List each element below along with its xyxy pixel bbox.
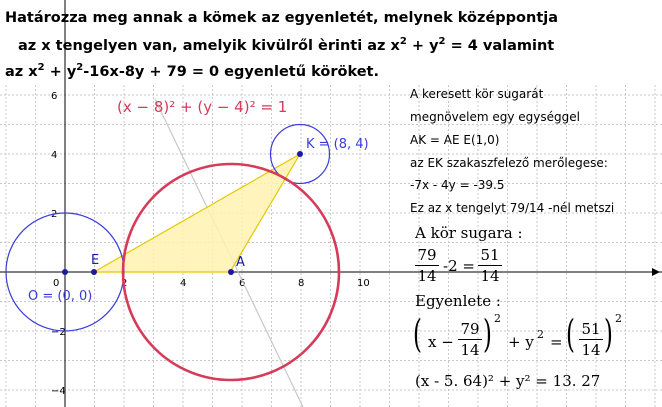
frac2-numerator: 51 bbox=[480, 246, 500, 264]
y-tick-label: 2 bbox=[51, 209, 58, 220]
title-line-2b: + y bbox=[406, 37, 439, 54]
point-o bbox=[62, 269, 68, 275]
note-2: megnövelem egy egységgel bbox=[410, 110, 580, 124]
paren-open-2: ( bbox=[566, 312, 575, 356]
note-3: AK = AE E(1,0) bbox=[410, 133, 500, 147]
y-tick-label: 6 bbox=[51, 91, 58, 102]
title-line-3b: + y bbox=[44, 63, 77, 80]
sup-d: 2 bbox=[76, 62, 84, 73]
frac1-numerator: 79 bbox=[417, 246, 437, 264]
x-axis-arrow-icon bbox=[652, 268, 660, 276]
x-tick-label: 6 bbox=[239, 278, 246, 289]
title-line-2 bbox=[18, 36, 554, 54]
frac-bar bbox=[415, 265, 439, 266]
fraction-51-14 bbox=[478, 246, 502, 285]
eq-plus-y: + y bbox=[508, 333, 534, 351]
frac-bar bbox=[458, 339, 482, 340]
circle-k-equation: (x − 8)² + (y − 4)² = 1 bbox=[117, 98, 288, 116]
label-o: O = (0, 0) bbox=[28, 289, 93, 304]
sup-a: 2 bbox=[399, 36, 407, 47]
label-k: K = (8, 4) bbox=[306, 137, 369, 152]
sup-b: 2 bbox=[438, 36, 446, 47]
title-line-2c: = 4 valamint bbox=[445, 37, 555, 54]
fraction-79-14 bbox=[415, 246, 439, 285]
eq-equals: = bbox=[550, 333, 563, 351]
eq-sup-3: 2 bbox=[615, 312, 622, 325]
eq-fraction-79-14 bbox=[458, 320, 482, 359]
frac-bar bbox=[478, 265, 502, 266]
y-tick-label: −4 bbox=[51, 386, 66, 397]
title-line-3a: az x bbox=[5, 63, 38, 80]
radius-heading: A kör sugara : bbox=[415, 224, 523, 242]
y-tick-label: 4 bbox=[51, 150, 58, 161]
eq-frac2-denominator: 14 bbox=[581, 341, 601, 359]
eq-sup-2: 2 bbox=[537, 328, 544, 341]
x-tick-label: 8 bbox=[298, 278, 305, 289]
eq-sup-1: 2 bbox=[494, 312, 501, 325]
origin-tick-label: 0 bbox=[53, 278, 60, 289]
eq-x-minus: x − bbox=[428, 333, 454, 351]
x-tick-label: 4 bbox=[180, 278, 187, 289]
paren-close-2: ) bbox=[604, 312, 613, 356]
frac2-denominator: 14 bbox=[480, 267, 500, 285]
final-equation: (x - 5. 64)² + y² = 13. 27 bbox=[415, 372, 601, 390]
frac-bar bbox=[579, 339, 603, 340]
note-5: -7x - 4y = -39.5 bbox=[410, 178, 505, 192]
eq-fraction-51-14 bbox=[579, 320, 603, 359]
eq-frac1-denominator: 14 bbox=[460, 341, 480, 359]
point-k bbox=[297, 151, 303, 157]
paren-open-1: ( bbox=[413, 312, 422, 356]
label-e: E bbox=[91, 253, 100, 268]
sup-c: 2 bbox=[37, 62, 45, 73]
title-line-3c: -16x-8y + 79 = 0 egyenletű köröket. bbox=[83, 63, 379, 80]
note-6: Ez az x tengelyt 79/14 -nél metszi bbox=[410, 201, 615, 215]
label-a: A bbox=[236, 255, 245, 270]
minus-two: -2 = bbox=[443, 257, 475, 275]
eq-frac2-numerator: 51 bbox=[581, 320, 601, 338]
paren-close-1: ) bbox=[483, 312, 492, 356]
y-tick-label: −2 bbox=[51, 327, 66, 338]
point-a bbox=[228, 269, 234, 275]
title-line-3 bbox=[5, 62, 379, 80]
point-e bbox=[91, 269, 97, 275]
equation-heading: Egyenlete : bbox=[415, 292, 501, 310]
title-line-2a: az x tengelyen van, amelyik kivülről èrinti az x bbox=[18, 37, 400, 54]
frac1-denominator: 14 bbox=[417, 267, 437, 285]
title-line-1: Határozza meg annak a kömek az egyenletét, melynek középpontja bbox=[5, 10, 559, 26]
grid bbox=[0, 85, 662, 407]
x-tick-label: 2 bbox=[121, 278, 128, 289]
note-1: A keresett kör sugarát bbox=[410, 87, 544, 101]
note-4: az EK szakaszfelező merőlegese: bbox=[410, 156, 608, 170]
x-tick-label: 10 bbox=[357, 278, 370, 289]
eq-frac1-numerator: 79 bbox=[460, 320, 480, 338]
